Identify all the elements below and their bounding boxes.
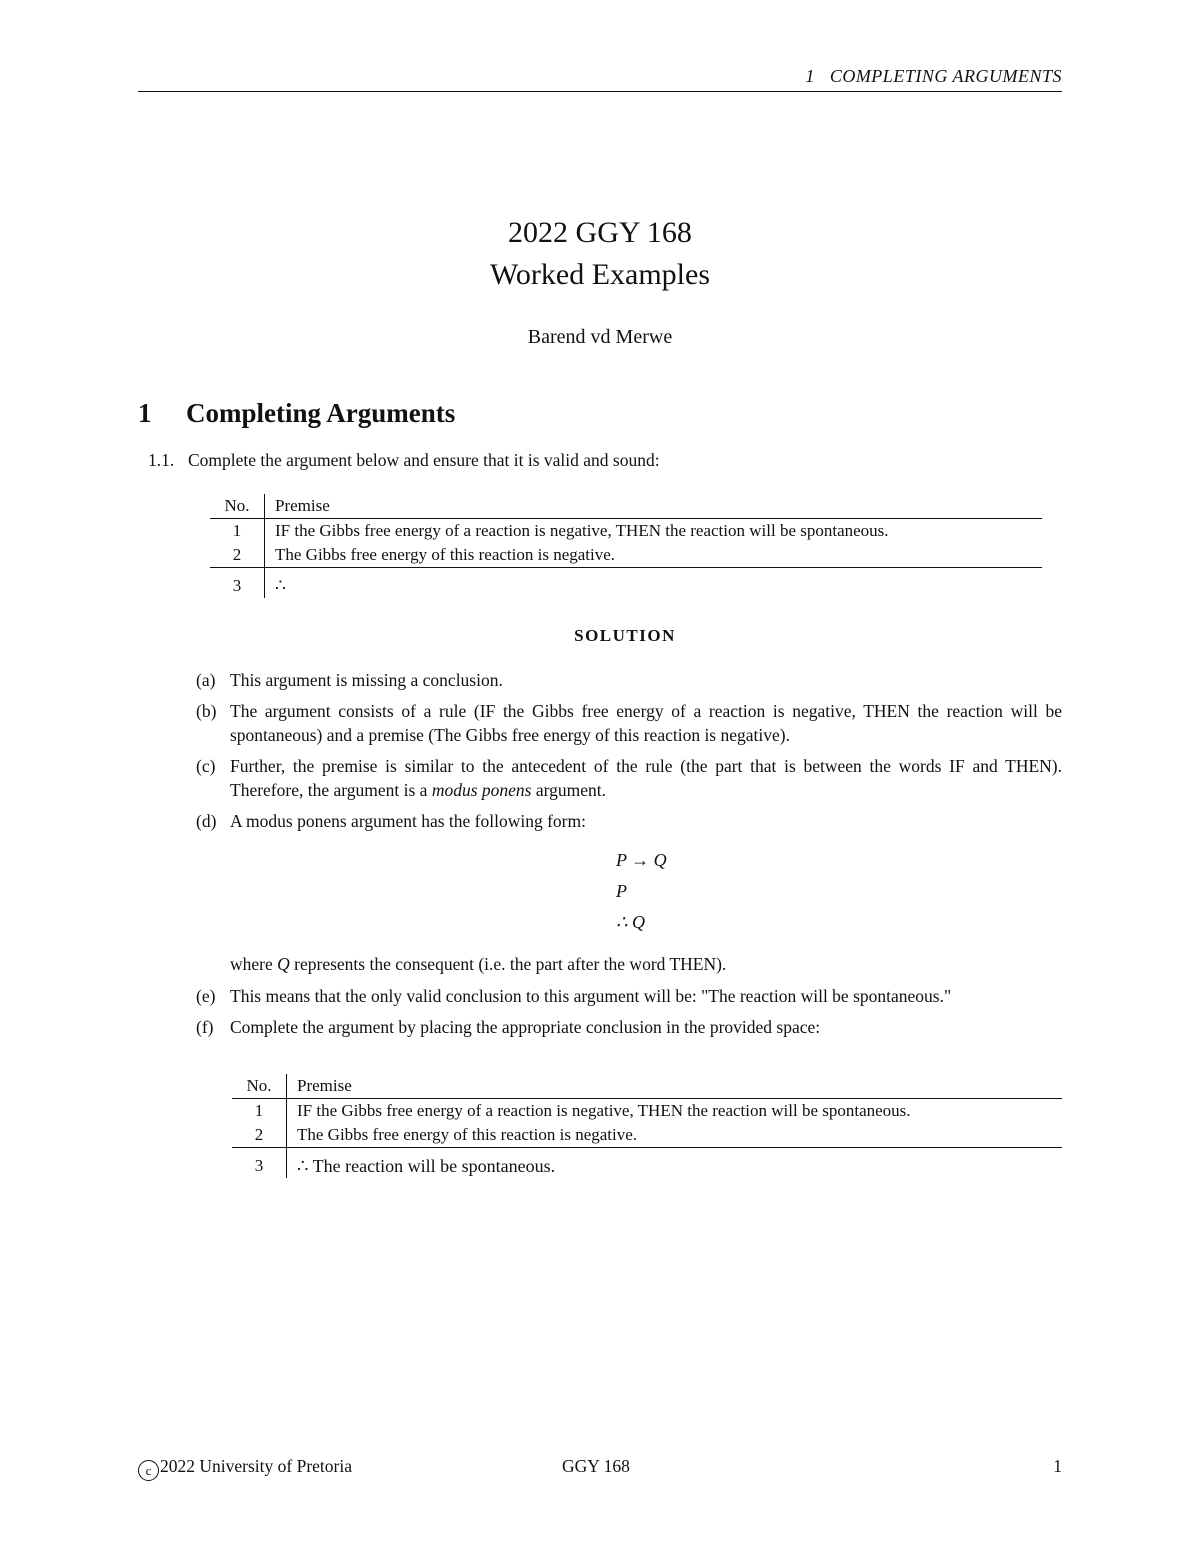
- item-text: This argument is missing a conclusion.: [230, 670, 503, 690]
- premise-text: The Gibbs free energy of this reaction is negative.: [297, 1125, 638, 1144]
- item-label: (b): [196, 701, 217, 721]
- header-premise: Premise: [297, 1076, 352, 1095]
- item-text-part: argument.: [531, 780, 607, 800]
- premise-text: The Gibbs free energy of this reaction is negative.: [275, 545, 616, 564]
- item-text: Complete the argument by placing the appropriate conclusion in the provided space:: [230, 1017, 821, 1037]
- page-number: 1: [1053, 1456, 1062, 1476]
- running-head-text: 1 COMPLETING ARGUMENTS: [805, 66, 1062, 86]
- item-label: (f): [196, 1017, 214, 1037]
- list-item: [196, 754, 1062, 802]
- footer-left-text: 2022 University of Pretoria: [160, 1456, 352, 1476]
- conclusion-statement: The reaction will be spontaneous.: [312, 1156, 556, 1176]
- conclusion-text: [287, 1148, 1063, 1179]
- table-header-row: [232, 1074, 1062, 1099]
- list-item: [196, 668, 1062, 692]
- header-no: No.: [232, 1074, 287, 1099]
- table-row: [210, 543, 1042, 568]
- solution-heading: SOLUTION: [574, 626, 676, 645]
- item-text: A modus ponens argument has the following form:: [230, 811, 586, 831]
- title-block: [138, 212, 1062, 349]
- table-row: [232, 1099, 1062, 1124]
- doc-author: Barend vd Merwe: [527, 326, 673, 348]
- item-label: (a): [196, 670, 216, 690]
- where-text: [230, 954, 726, 975]
- where-text-part: where: [230, 954, 278, 974]
- conclusion-text: ∴: [275, 576, 286, 595]
- item-label: (d): [196, 811, 217, 831]
- premise-text: IF the Gibbs free energy of a reaction is negative, THEN the reaction will be spontaneous.: [297, 1101, 911, 1120]
- item-text: The argument consists of a rule (IF the Gibbs free energy of a reaction is negative, THEN the reaction will be spontaneous) and a premise (The Gibbs free energy of this reaction is negative).: [230, 701, 1062, 745]
- header-no: No.: [210, 494, 265, 519]
- item-text: [230, 754, 1062, 802]
- section-number: 1: [138, 398, 152, 428]
- conclusion-number: 3: [210, 568, 265, 599]
- list-item: [196, 1015, 1062, 1039]
- question-text: Complete the argument below and ensure that it is valid and sound:: [188, 450, 660, 470]
- item-label: (c): [196, 756, 216, 776]
- item-text-part: Further, the premise is similar to the antecedent of the rule (the part that is between the words IF and THEN). Therefore, the argument is a: [230, 756, 1062, 800]
- question-number: 1.1.: [148, 450, 175, 470]
- premise-number: 1: [232, 1099, 287, 1124]
- conclusion-row: [232, 1148, 1062, 1179]
- premise-number: 2: [232, 1123, 287, 1148]
- footer-copyright: [138, 1456, 352, 1481]
- header-premise: Premise: [275, 496, 330, 515]
- solution-list-continued: [196, 984, 1062, 1046]
- item-label: (e): [196, 986, 216, 1006]
- list-item: [196, 809, 1062, 833]
- conclusion-row: [210, 568, 1042, 599]
- premise-text: IF the Gibbs free energy of a reaction is negative, THEN the reaction will be spontaneous.: [275, 521, 889, 540]
- solution-list: [196, 668, 1062, 840]
- page-footer: [138, 1456, 1062, 1480]
- question: [148, 450, 660, 471]
- list-item: [196, 699, 1062, 747]
- footer-course: GGY 168: [562, 1456, 630, 1476]
- where-variable: Q: [277, 954, 290, 974]
- running-head: [138, 66, 1062, 92]
- premise-number: 1: [210, 519, 265, 544]
- argument-table: [210, 494, 1042, 598]
- modus-ponens-formula: [616, 850, 667, 943]
- doc-title: 2022 GGY 168: [508, 216, 692, 249]
- therefore-symbol: ∴: [297, 1156, 309, 1176]
- where-text-part: represents the consequent (i.e. the part after the word THEN).: [289, 954, 727, 974]
- table-row: [210, 519, 1042, 544]
- formula-line: P → Q: [616, 850, 667, 870]
- section-title: Completing Arguments: [186, 398, 456, 428]
- formula-line: P: [616, 881, 627, 901]
- doc-subtitle: Worked Examples: [489, 258, 711, 291]
- section-heading: [138, 398, 455, 429]
- formula-line: ∴ Q: [616, 912, 645, 932]
- copyright-icon: c: [138, 1460, 159, 1481]
- table-row: [232, 1123, 1062, 1148]
- item-text-emphasis: modus ponens: [431, 780, 532, 800]
- premise-number: 2: [210, 543, 265, 568]
- list-item: [196, 984, 1062, 1008]
- item-text: This means that the only valid conclusion to this argument will be: "The reaction will be spontaneous.": [230, 986, 952, 1006]
- conclusion-number: 3: [232, 1148, 287, 1179]
- table-header-row: [210, 494, 1042, 519]
- completed-argument-table: [232, 1074, 1062, 1178]
